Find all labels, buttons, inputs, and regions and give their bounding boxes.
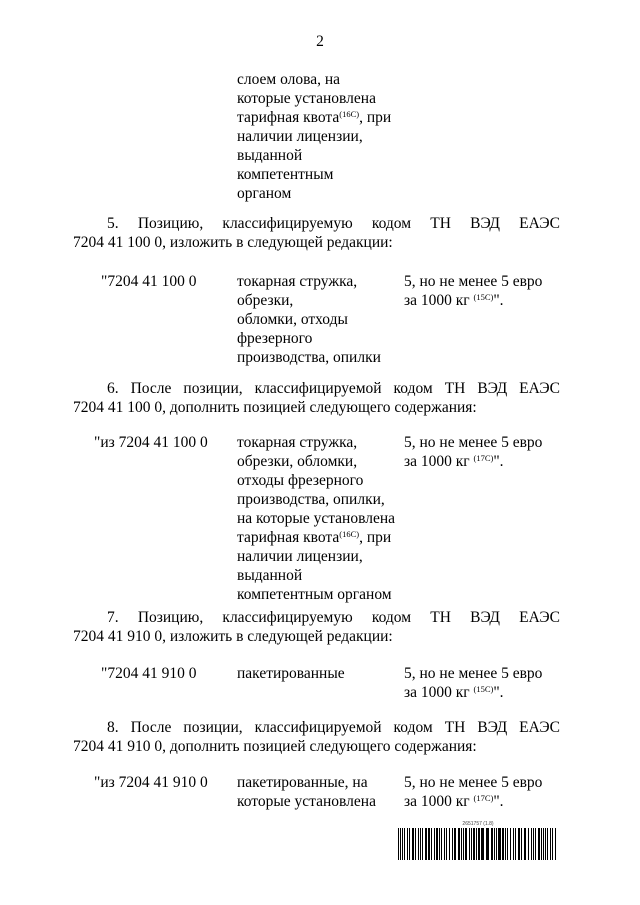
item-6-desc: компетентным органом: [237, 586, 392, 603]
item-6-paragraph: 6. После позиции, классифицируемой кодом ТН ВЭД ЕАЭС: [107, 380, 560, 397]
item-6-desc: на которые установлена: [237, 510, 395, 527]
item-8-code: "из 7204 41 910 0: [94, 774, 208, 791]
fragment-line: выданной: [237, 147, 303, 164]
fragment-line: органом: [237, 185, 292, 202]
fragment-line: слоем олова, на: [237, 71, 341, 88]
item-5-desc: фрезерного: [237, 330, 313, 347]
item-5-desc: обломки, отходы: [237, 311, 348, 328]
item-8-desc: которые установлена: [237, 793, 376, 810]
item-7-paragraph: 7. Позицию, классифицируемую кодом ТН ВЭД ЕАЭС: [107, 609, 560, 626]
barcode-bars: [398, 828, 558, 860]
item-6-desc: обрезки, обломки,: [237, 453, 358, 470]
item-8-paragraph: 8. После позиции, классифицируемой кодом ТН ВЭД ЕАЭС: [107, 719, 560, 736]
page-number: 2: [316, 33, 324, 50]
item-5-paragraph: 5. Позицию, классифицируемую кодом ТН ВЭД ЕАЭС: [107, 215, 560, 232]
item-6-rate: за 1000 кг $^{(17С)}$".: [404, 453, 504, 470]
item-6-desc: токарная стружка,: [237, 434, 358, 451]
item-5-rate: 5, но не менее 5 евро: [404, 273, 543, 290]
fragment-line: компетентным: [237, 166, 334, 183]
item-5-code: "7204 41 100 0: [101, 273, 197, 290]
barcode-number: 2651757 (1.8): [462, 821, 494, 827]
footnote-ref: (15С): [473, 292, 494, 302]
item-5-desc: обрезки,: [237, 292, 294, 309]
item-5-paragraph-line2: 7204 41 100 0, изложить в следующей редакции:: [73, 234, 393, 251]
footnote-ref: (17С): [473, 453, 494, 463]
item-8-desc: пакетированные, на: [237, 774, 368, 791]
item-7-paragraph-line2: 7204 41 910 0, изложить в следующей редакции:: [73, 628, 393, 645]
item-6-desc: тарифная квота$^{(16С)}$, при: [237, 529, 392, 546]
item-6-desc: производства, опилки,: [237, 491, 385, 508]
item-7-rate: 5, но не менее 5 евро: [404, 665, 543, 682]
item-8-rate: за 1000 кг $^{(17С)}$".: [404, 793, 504, 810]
footnote-ref: (16С): [339, 109, 360, 119]
item-6-rate: 5, но не менее 5 евро: [404, 434, 543, 451]
item-6-desc: отходы фрезерного: [237, 472, 364, 489]
item-6-code: "из 7204 41 100 0: [94, 434, 208, 451]
fragment-line: тарифная квота$^{(16С)}$, при: [237, 109, 392, 126]
item-6-desc: выданной: [237, 567, 303, 584]
item-7-code: "7204 41 910 0: [101, 665, 197, 682]
fragment-line: которые установлена: [237, 90, 376, 107]
footnote-ref: (17С): [473, 793, 494, 803]
item-6-paragraph-line2: 7204 41 100 0, дополнить позицией следующего содержания:: [73, 399, 477, 416]
item-7-rate: за 1000 кг $^{(15С)}$".: [404, 684, 504, 701]
item-5-desc: производства, опилки: [237, 349, 381, 366]
item-5-desc: токарная стружка,: [237, 273, 358, 290]
barcode: [398, 821, 558, 860]
item-8-rate: 5, но не менее 5 евро: [404, 774, 543, 791]
item-8-paragraph-line2: 7204 41 910 0, дополнить позицией следующего содержания:: [73, 738, 477, 755]
footnote-ref: (16С): [339, 529, 360, 539]
item-5-rate: за 1000 кг $^{(15С)}$".: [404, 292, 504, 309]
footnote-ref: (15С): [473, 684, 494, 694]
fragment-line: наличии лицензии,: [237, 128, 363, 145]
item-7-desc: пакетированные: [237, 665, 345, 682]
item-6-desc: наличии лицензии,: [237, 548, 363, 565]
